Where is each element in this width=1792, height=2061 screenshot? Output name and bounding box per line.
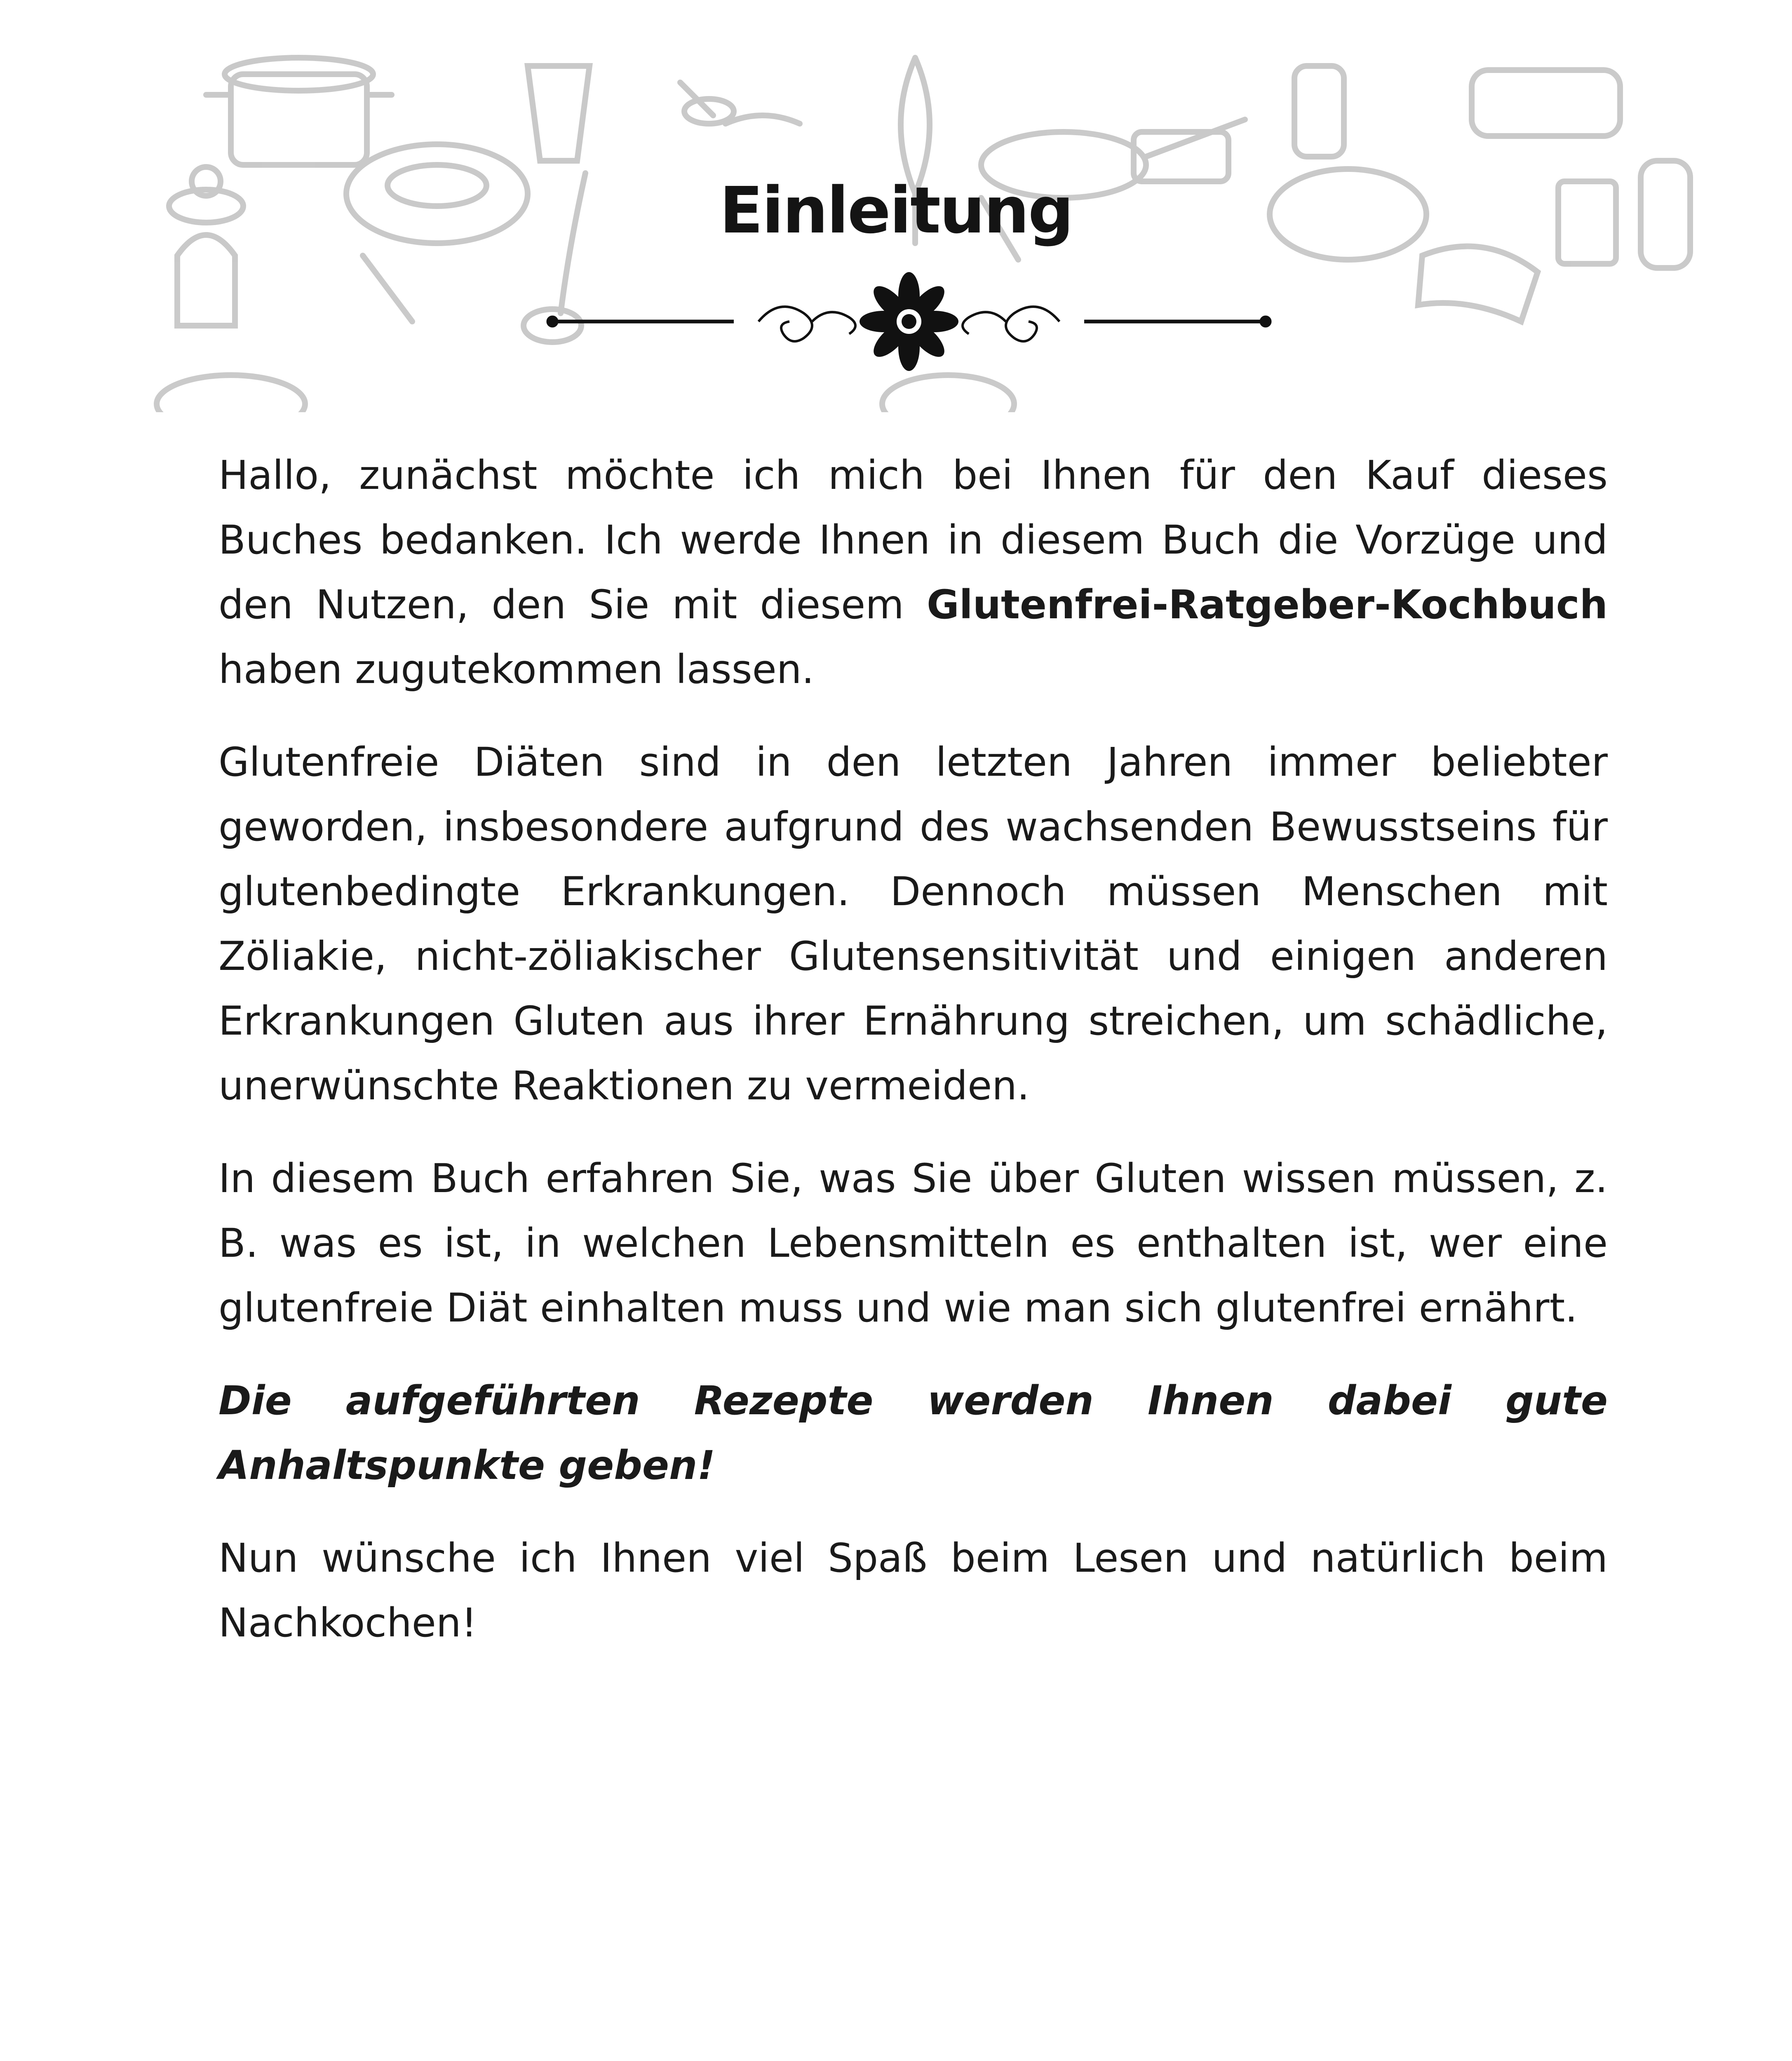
paragraph-closing: Nun wünsche ich Ihnen viel Spaß beim Lesen und natürlich beim Nachkochen!	[218, 1535, 1608, 1646]
paragraph-thanks	[218, 443, 1608, 702]
introduction-text	[218, 443, 1608, 1683]
paragraph-thanks-end: haben zugutekommen lassen.	[218, 646, 815, 692]
paragraph-recipes-emphasis: Die aufgeführten Rezepte werden Ihnen dabei gute Anhaltspunkte geben!	[218, 1378, 1608, 1488]
flower-divider-icon	[540, 268, 1278, 375]
page-title: Einleitung	[719, 173, 1073, 248]
paragraph-gluten-diets: Glutenfreie Diäten sind in den letzten Jahren immer beliebter geworden, insbesondere aufgrund des wachsenden Bewusstseins für glutenbedingte Erkrankungen. Dennoch müssen Menschen mit Zöliakie, nicht-zöliakischer Glutensensitivität und einigen anderen Erkrankungen Gluten aus ihrer Ernährung streichen, um schädliche, unerwünschte Reaktionen zu vermeiden.	[218, 739, 1608, 1109]
paragraph-thanks-text: Hallo, zunächst möchte ich mich bei Ihnen für den Kauf dieses Buches bedanken. Ich werde Ihnen in diesem Buch die Vorzüge und den Nutzen, den Sie mit diesem	[218, 452, 1608, 628]
book-title-bold: Glutenfrei-Ratgeber-Kochbuch	[926, 582, 1608, 628]
paragraph-book-contents: In diesem Buch erfahren Sie, was Sie über Gluten wissen müssen, z. B. was es ist, in welchen Lebensmitteln es enthalten ist, wer eine glutenfreie Diät einhalten muss und wie man sich glutenfrei ernährt.	[218, 1155, 1608, 1331]
